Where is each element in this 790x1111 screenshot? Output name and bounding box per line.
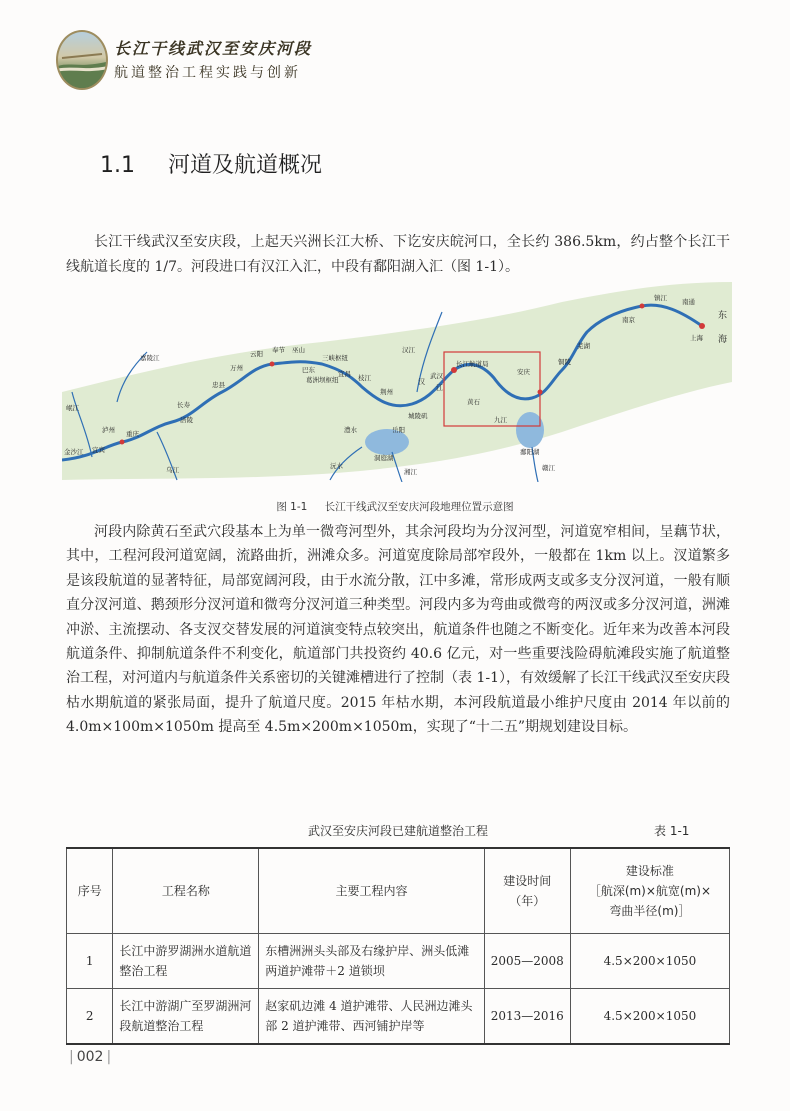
cell-content: 东槽洲洲头头部及右缘护岸、洲头低滩两道护滩带＋2 道锁坝 — [259, 934, 484, 989]
header-title: 长江干线武汉至安庆河段 — [114, 39, 313, 58]
table-header-row — [67, 848, 730, 934]
cell-standard: 4.5×200×1050 — [570, 934, 729, 989]
map-label: 巫山 — [292, 346, 305, 354]
table-row — [67, 934, 730, 989]
header-time-line2: （年） — [509, 894, 546, 908]
map-label: 乌江 — [166, 466, 179, 474]
section-number: 1.1 — [100, 153, 135, 178]
map-label: 上海 — [690, 334, 703, 342]
section-title: 河道及航道概况 — [168, 153, 323, 178]
map-label: 长江航道局 — [456, 360, 489, 368]
header-no: 序号 — [67, 848, 113, 934]
header-content: 主要工程内容 — [259, 848, 484, 934]
header-subtitle: 航道整治工程实践与创新 — [114, 65, 301, 81]
header-name: 工程名称 — [113, 848, 259, 934]
map-label: 洞庭湖 — [374, 454, 394, 462]
map-label: 南京 — [622, 316, 635, 324]
header-standard — [570, 848, 729, 934]
map-label: 武汉 — [430, 372, 443, 380]
cell-time: 2005—2008 — [484, 934, 570, 989]
map-label: 岳阳 — [392, 426, 405, 434]
map-label: 城陵矶 — [408, 412, 428, 420]
map-label: 岷江 — [66, 404, 79, 412]
header-time — [484, 848, 570, 934]
map-label: 嘉陵江 — [140, 354, 160, 362]
table-row — [67, 989, 730, 1045]
map-label: 奉节 — [272, 346, 285, 354]
map-label: 万州 — [230, 364, 243, 372]
map-label: 沅水 — [330, 462, 343, 470]
map-label: 黄石 — [467, 398, 480, 406]
map-label: 泸州 — [102, 426, 115, 434]
cell-content: 赵家矶边滩 4 道护滩带、人民洲边滩头部 2 道护滩带、西河铺护岸等 — [259, 989, 484, 1045]
city-dot-shanghai — [699, 323, 705, 329]
city-dot-chongqing — [120, 440, 125, 445]
map-label: 湘江 — [404, 468, 417, 476]
map-label: 涪陵 — [180, 416, 193, 424]
cell-no: 2 — [67, 989, 113, 1045]
figure-label: 图 1-1 — [276, 501, 308, 513]
table-title: 武汉至安庆河段已建航道整治工程 — [307, 824, 488, 838]
map-label: 鄱阳湖 — [520, 448, 540, 456]
map-label: 江 — [436, 384, 443, 392]
map-label: 宜宾 — [92, 446, 105, 454]
body-paragraph: 河段内除黄石至武穴段基本上为单一微弯河型外，其余河段均为分汊河型，河道宽窄相间，呈藕节状，其中，工程河段河道宽阔，流路曲折，洲滩众多。河道宽度除局部窄段外，一般都在 1km 以上。汊道繁多是该段航道的显著特征，局部宽阔河段，由于水流分散，江中多滩，常形成两支或多支分汊河道，一般有顺直分汊河道、鹅颈形分汊河道和微弯分汊河道三种类型。河段内多为弯曲或微弯的两汊或多分汊河道，洲滩冲淤、主流摆动、各支汊交替发展的河道演变特点较突出，航道条件也随之不断变化。近年来为改善本河段航道条件、抑制航道条件不利变化，航道部门共投资约 40.6 亿元，对一些重要浅险碍航滩段实施了航道整治工程，对河道内与航道条件关系密切的关键滩槽进行了控制（表 1-1），有效缓解了长江干线武汉至安庆段枯水期航道的紧张局面，提升了航道尺度。2015 年枯水期，本河段航道最小维护尺度由 2014 年以前的 4.0m×100m×1050m 提高至 4.5m×200m×1050m，实现了“十二五”期规划建设目标。 — [66, 524, 730, 736]
header-standard-line3: 弯曲半径(m)］ — [609, 904, 691, 918]
map-label: 云阳 — [250, 350, 263, 358]
city-dot-yichang — [270, 362, 275, 367]
figure-caption — [0, 499, 790, 514]
header-standard-line2: ［航深(m)×航宽(m)× — [588, 884, 712, 898]
intro-paragraph: 长江干线武汉至安庆段，上起天兴洲长江大桥、下讫安庆皖河口，全长约 386.5km，约占整个长江干线航道长度的 1/7。河段进口有汉江入汇，中段有鄱阳湖入汇（图 1-1）。 — [66, 234, 730, 275]
map-label: 南通 — [682, 298, 695, 306]
header-standard-line1: 建设标准 — [625, 864, 674, 878]
map-label: 巴东 — [302, 366, 315, 374]
page-number-text: 002 — [76, 1049, 104, 1065]
cell-no: 1 — [67, 934, 113, 989]
map-label: 九江 — [494, 416, 507, 424]
city-dot-nanjing — [640, 304, 645, 309]
map-label: 赣江 — [542, 464, 555, 472]
map-label: 荆州 — [380, 388, 393, 396]
map-label: 葛洲坝枢纽 — [306, 376, 339, 384]
map-label: 汉江 — [402, 346, 415, 354]
city-dot-anqing — [538, 390, 543, 395]
map-label: 长寿 — [177, 401, 190, 409]
page-number: | 002 | — [69, 1049, 112, 1065]
running-header — [56, 30, 386, 86]
map-label: 枝江 — [358, 374, 371, 382]
map-label: 安庆 — [517, 368, 530, 376]
figure-caption-text: 长江干线武汉至安庆河段地理位置示意图 — [324, 501, 514, 513]
map-label: 金沙江 — [64, 448, 84, 456]
map-label: 海 — [718, 335, 728, 345]
map-label: 镇江 — [654, 294, 667, 302]
header-time-line1: 建设时间 — [503, 874, 552, 888]
cell-name: 长江中游罗湖洲水道航道整治工程 — [113, 934, 259, 989]
header-logo-photo — [56, 30, 108, 90]
river-location-map — [62, 282, 732, 482]
map-label: 三峡枢纽 — [322, 354, 348, 362]
section-heading — [100, 148, 322, 179]
map-label: 宜昌 — [338, 370, 351, 378]
map-label: 芜湖 — [577, 342, 590, 350]
map-label: 重庆 — [126, 430, 139, 438]
cell-standard: 4.5×200×1050 — [570, 989, 729, 1045]
cell-time: 2013—2016 — [484, 989, 570, 1045]
cell-name: 长江中游湖广至罗湖洲河段航道整治工程 — [113, 989, 259, 1045]
map-label: 澧水 — [344, 426, 357, 434]
map-label: 铜陵 — [558, 358, 571, 366]
projects-table — [66, 847, 730, 1045]
map-label: 汉 — [418, 378, 425, 386]
map-label: 东 — [718, 311, 728, 321]
table-number: 表 1-1 — [654, 824, 690, 838]
map-label: 忠县 — [212, 381, 225, 389]
